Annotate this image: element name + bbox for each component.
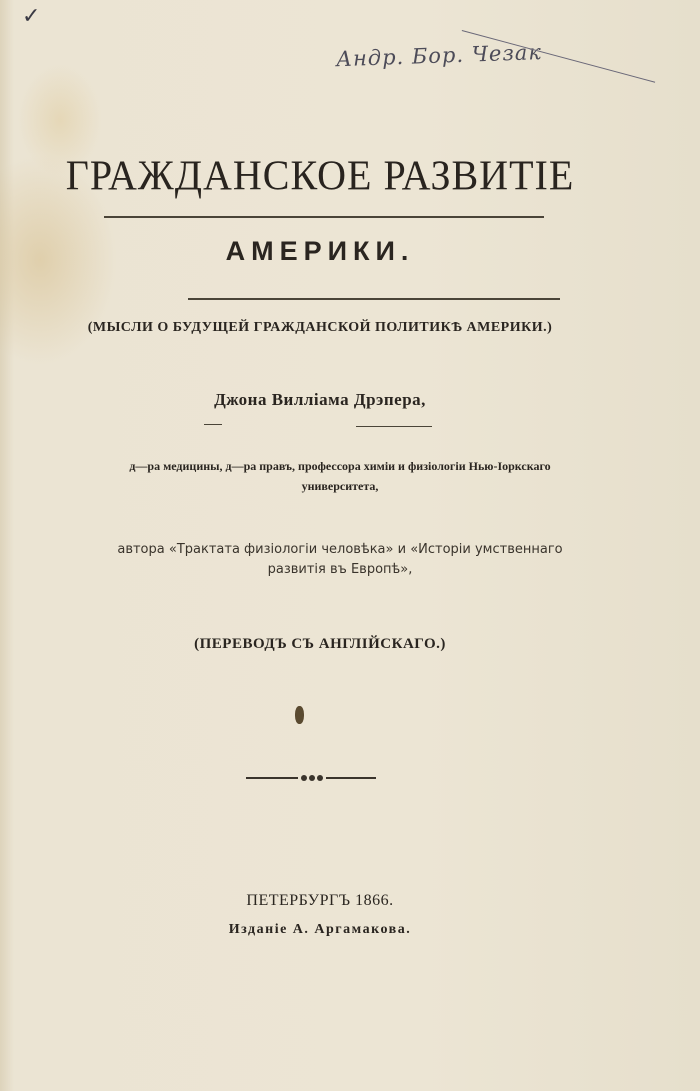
book-sub-subtitle: (МЫСЛИ О БУДУЩЕЙ ГРАЖДАНСКОЙ ПОЛИТИКѢ АМЕРИКИ.) (87, 320, 553, 335)
imprint-place-year: ПЕТЕРБУРГЪ 1866. (246, 892, 394, 909)
ornament-bar-left (246, 777, 298, 779)
works-line-2: развитія въ Европѣ», (267, 562, 413, 577)
book-subtitle: АМЕРИКИ. (225, 236, 415, 266)
subtitle-rule (188, 298, 560, 300)
credentials-line-2: университета, (301, 479, 379, 493)
ornament-dot (301, 775, 307, 781)
author-rule-right (356, 426, 432, 427)
works-line-1: автора «Трактата физіологіи человѣка» и «Исторіи умственнаго (117, 542, 563, 557)
author-credentials (60, 456, 620, 496)
credentials-line-1: д—ра медицины, д—ра правъ, профессора химіи и физіологіи Нью-Іоркскаго (129, 459, 551, 473)
author-rule-left (204, 424, 222, 425)
handwritten-inscription: Андр. Бор. Чезак (335, 40, 543, 72)
ornament-dot (317, 775, 323, 781)
imprint-publisher: Изданіе А. Аргамакова. (228, 922, 412, 937)
ornament-divider (246, 775, 376, 781)
ink-stain (295, 706, 304, 724)
author-name: Джона Вилліама Дрэпера, (214, 390, 426, 409)
ornament-dot (309, 775, 315, 781)
book-title: ГРАЖДАНСКОЕ РАЗВИТІЕ (65, 151, 575, 200)
author-works (60, 540, 620, 580)
translation-note: (ПЕРЕВОДЪ СЪ АНГЛІЙСКАГО.) (194, 636, 446, 652)
pencil-check-mark: ✓ (22, 4, 41, 29)
ornament-bar-right (326, 777, 376, 779)
title-rule (104, 216, 544, 218)
